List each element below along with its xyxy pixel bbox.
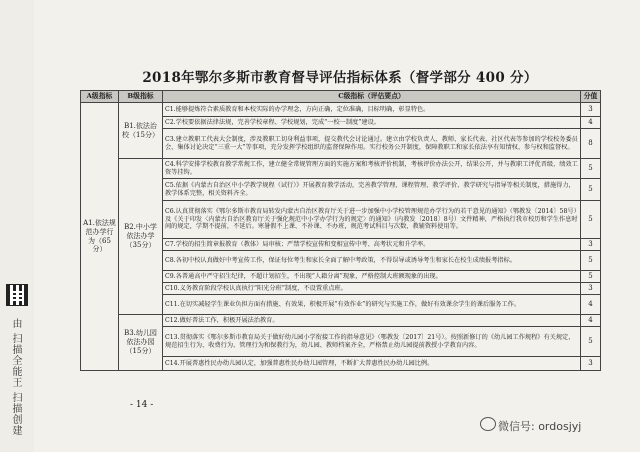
table-row: [81, 103, 601, 117]
c11-score: 4: [581, 295, 601, 315]
c6-score: 5: [581, 201, 601, 239]
c10-text: C10.义务教育阶段学校认真执行“阳光分班”制度，不设置重点班。: [163, 283, 581, 295]
indicator-table: [80, 90, 601, 371]
c6-text: C6.认真贯彻落实《鄂尔多斯市教育局转发内蒙古自治区教育厅关于进一步加强中小学校管理规范办学行为的若干意见的通知》（鄂教发〔2014〕58号）及《关于印发〈内蒙古自治区教育厅关于强化规范中小学办学行为的规定〉的通知》（内教发〔2018〕8号）文件精神，严格执行我市校历和学生作息时间的规定，学期不提前，不延后。寒暑假不上课、不补课、不办班，规范考试科目与次数，教辅资料使用等。: [163, 201, 581, 239]
table-header-row: [81, 91, 601, 103]
b2-indicator: B2.中小学依法办学（35分）: [119, 159, 163, 315]
c5-score: 5: [581, 179, 601, 201]
c14-score: 3: [581, 357, 601, 371]
header-b-level: B级指标: [119, 91, 163, 103]
c8-text: C8.各初中校认真做好中考宣传工作，保证每位考生和家长全面了解中考政策，不得误导或诱导考生和家长在校生成绩报考指标。: [163, 251, 581, 271]
c7-score: 3: [581, 239, 601, 251]
c11-text: C11.在切实减轻学生课业负担方面有措施、有效果，积极开展“有效作业”的研究与实施工作，做好有效课余学生的课后服务工作。: [163, 295, 581, 315]
wechat-icon: [480, 417, 496, 431]
b1-indicator: B1.依法治校（15分）: [119, 103, 163, 159]
c12-score: 4: [581, 315, 601, 327]
scanner-vertical-label: 由 扫描全能王 扫描创建: [10, 318, 21, 437]
c2-text: C2.学校要依据法律法规，完善学校章程、学校规划，完成“一校一制度”建设。: [163, 117, 581, 129]
c14-text: C14.开展普惠性民办幼儿园认定，加强普惠性民办幼儿园管理，不断扩大普惠性民办幼儿园比例。: [163, 357, 581, 371]
c7-text: C7.学校的招生简章报教育（教体）局审核；严禁学校宣传和变相宣传中考、高考状元和升学率。: [163, 239, 581, 251]
c10-score: 3: [581, 283, 601, 295]
c9-score: 5: [581, 271, 601, 283]
b3-indicator: B3.幼儿园依法办园（15分）: [119, 315, 163, 371]
c1-text: C1.能够提炼符合素质教育和本校实际的办学理念，方向正确，定位准确，目标明确，彰显特色。: [163, 103, 581, 117]
scanner-side-strip: [0, 0, 34, 452]
wechat-watermark: 微信号: ordosjyj: [498, 420, 582, 433]
table-row: [81, 159, 601, 179]
document-title: 2018年鄂尔多斯市教育督导评估指标体系（督学部分 400 分）: [142, 70, 538, 86]
c3-text: C3.建立教职工代表大会制度，涉及教职工切身利益事项，提交教代会讨论通过。建立由学校负责人、教师、家长代表、社区代表等参加的学校校务委员会，集体讨论决定“三重一大”等事项，充分发挥学校组织的监督保障作用。实行校务公开制度，保障教职工和家长依法享有知情权、参与权和监督权。: [163, 129, 581, 159]
table-row: [81, 315, 601, 327]
page-number: - 14 -: [130, 400, 154, 410]
c9-text: C9.各普通高中严守招生纪律，不超计划招生，不出现“人籍分离”现象，严格控制大班额现象的出现。: [163, 271, 581, 283]
c12-text: C12.做好普法工作，积极开展法治教育。: [163, 315, 581, 327]
c13-text: C13.贯彻落实《鄂尔多斯市教育局关于做好幼儿园小学衔接工作的指导意见》（鄂教发〔2017〕21号）。按照新修订的《幼儿园工作规程》有关规定，规范招生行为、收费行为、管理行为和保教行为，幼儿园、教师档案齐全，严格禁止幼儿园提前教授小学教育内容。: [163, 327, 581, 357]
qr-code-icon: [7, 285, 27, 305]
header-a-level: A级指标: [81, 91, 119, 103]
c4-text: C4.科学安排学校教育教学常规工作，建立健全常规管理方面的实施方案和考核评价机制，考核评价办法公开，结果公开，并与教职工评优晋级、绩效工资等挂钩。: [163, 159, 581, 179]
c8-score: 5: [581, 251, 601, 271]
a1-indicator: A1.依法规范办学行为（65分）: [81, 103, 119, 371]
c1-score: 3: [581, 103, 601, 117]
c5-text: C5.依据《内蒙古自治区中小学教学规程（试行）》开展教育教学活动，完善教学管理、课程管理、教学评价、教学研究与指导等相关制度，措施得力，教学体系完整，相关资料齐全。: [163, 179, 581, 201]
document-page: [80, 66, 600, 371]
c3-score: 8: [581, 129, 601, 159]
c13-score: 5: [581, 327, 601, 357]
c2-score: 4: [581, 117, 601, 129]
c4-score: 5: [581, 159, 601, 179]
header-score: 分值: [581, 91, 601, 103]
header-c-level: C级指标（评估要点）: [163, 91, 581, 103]
